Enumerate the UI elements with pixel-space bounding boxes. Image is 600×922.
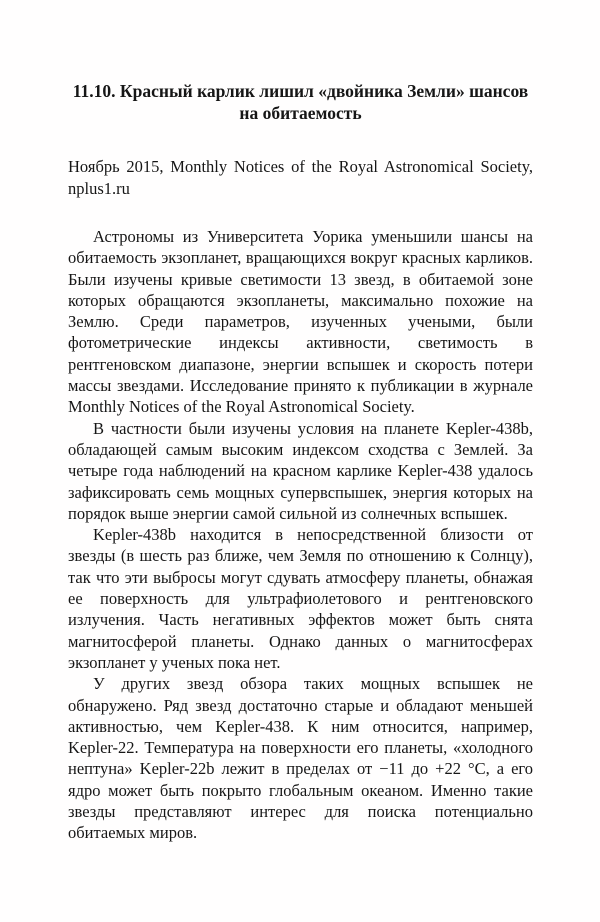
article-source-line: Ноябрь 2015, Monthly Notices of the Royal Astronomical Society, nplus1.ru (68, 157, 533, 198)
article-body (68, 226, 533, 844)
article-title: 11.10. Красный карлик лишил «двойника Земли» шансов на обитаемость (72, 81, 529, 123)
paragraph-4: У других звезд обзора таких мощных вспышек не обнаружено. Ряд звезд достаточно старые и обладают меньшей активностью, чем Kepler-438. К ним относится, например, Kepler-22. Температура на поверхности его планеты, «холодного нептуна» Kepler-22b лежит в пределах от −11 до +22 °C, а его ядро может быть покрыто глобальным океаном. Именно такие звезды представляют интерес для поиска потенциально обитаемых миров. (68, 674, 533, 843)
paragraph-3: Kepler-438b находится в непосредственной близости от звезды (в шесть раз ближе, чем Земля по отношению к Солнцу), так что эти выбросы могут сдувать атмосферу планеты, обнажая ее поверхность для ультрафиолетового и рентгеновского излучения. Часть негативных эффектов может быть снята магнитосферой планеты. Однако данных о магнитосферах экзопланет у ученых пока нет. (68, 525, 533, 672)
paragraph-2: В частности были изучены условия на планете Kepler-438b, обладающей самым высоким индексом сходства с Землей. За четыре года наблюдений на красном карлике Kepler-438 удалось зафиксировать семь мощных супервспышек, энергия которых на порядок выше энергии самой сильной из солнечных вспышек. (68, 418, 533, 523)
paragraph-1: Астрономы из Университета Уорика уменьшили шансы на обитаемость экзопланет, вращающихся вокруг красных карликов. Были изучены кривые светимости 13 звезд, в обитаемой зоне которых обращаются экзопланеты, максимально похожие на Землю. Среди параметров, изученных учеными, были фотометрические индексы активности, светимость в рентгеновском диапазоне, энергии вспышек и скорость потери массы звездами. Исследование принято к публикации в журнале Monthly Notices of the Royal Astronomical Society. (68, 227, 533, 417)
